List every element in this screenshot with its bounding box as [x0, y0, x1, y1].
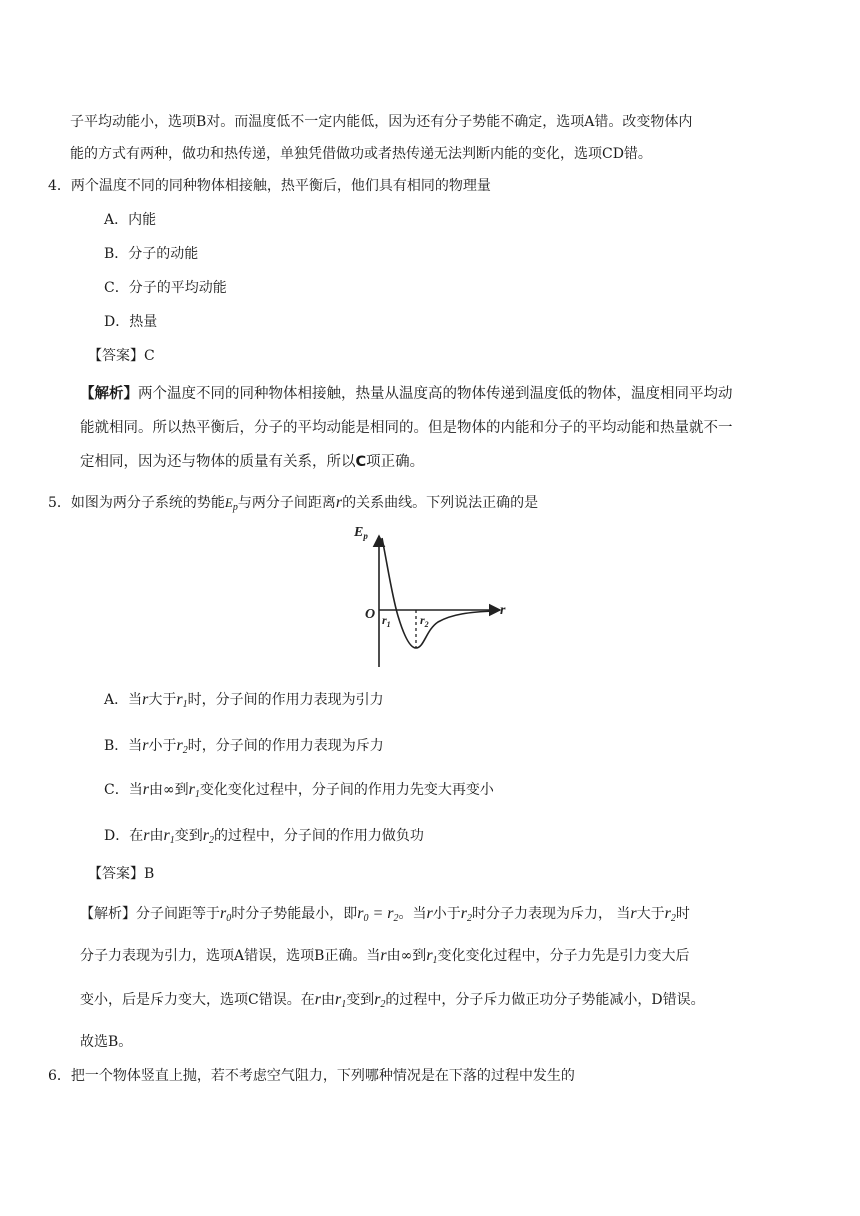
- q5-option-d-r1: $r_1$: [163, 827, 175, 846]
- q4-analysis-line-1: [80, 384, 733, 404]
- q4-stem: 4．两个温度不同的同种物体相接触，热平衡后，他们具有相同的物理量: [48, 178, 491, 194]
- graph-ylabel: $E_p$: [354, 525, 368, 541]
- potential-curve: [382, 538, 494, 648]
- q5-an2-r1: $r_1$: [426, 947, 438, 966]
- q5-option-d-text-4: 的过程中，分子间的作用力做负功: [213, 828, 424, 844]
- graph-xlabel: r: [500, 603, 506, 618]
- q5-an1-f: 大于: [636, 906, 665, 922]
- q5-stem-ep-e: E: [224, 495, 233, 510]
- potential-energy-graph: [352, 522, 512, 672]
- q5-an1-r2-2: $r_2$: [664, 905, 676, 924]
- q5-stem-a: 5．如图为两分子系统的势能: [48, 495, 225, 511]
- q4-analysis-line-3: [80, 452, 424, 472]
- q5-an3-c: 变到: [346, 992, 375, 1008]
- q5-stem: [48, 493, 538, 518]
- q5-an1-r0: $r_0$: [220, 905, 232, 924]
- q5-an3-r: r: [314, 991, 321, 1008]
- q5-option-c-r1: $r_1$: [188, 781, 200, 800]
- q5-option-a-r1: $r_1$: [176, 691, 188, 710]
- q5-option-a-text-2: 大于: [148, 692, 177, 708]
- q5-option-b-text-3: 时，分子间的作用力表现为斥力: [187, 738, 384, 754]
- q5-an1-eq: $r_0 = r_2$: [357, 905, 399, 924]
- q5-stem-r: r: [335, 494, 343, 511]
- q6-stem: 6．把一个物体竖直上抛，若不考虑空气阻力，下列哪种情况是在下落的过程中发生的: [48, 1068, 575, 1084]
- q5-an1-g: 时: [675, 906, 690, 922]
- q5-analysis-line-4: 故选B。: [80, 1034, 133, 1050]
- q5-answer: 【答案】B: [88, 866, 155, 882]
- q5-option-b: [104, 736, 384, 761]
- q4-analysis-text-3a: 定相同，因为还与物体的质量有关系，所以: [80, 454, 356, 470]
- q5-option-b-text-2: 小于: [148, 738, 177, 754]
- q5-option-c-text-1: C．当: [104, 782, 143, 798]
- q5-analysis-line-2: [80, 946, 690, 971]
- q5-an3-a: 变小，后是斥力变大，选项C错误。在: [80, 992, 315, 1008]
- q5-analysis-line-1: [80, 904, 690, 929]
- q5-an1-b: 时分子势能最小，即: [231, 906, 358, 922]
- q4-analysis-tag: 【解析】: [80, 386, 138, 402]
- q5-an3-r1: $r_1$: [334, 991, 347, 1010]
- q4-option-b: B．分子的动能: [104, 246, 199, 262]
- q5-an3-d: 的过程中，分子斥力做正功分子势能减小，D错误。: [385, 992, 705, 1008]
- q5-an2-b: 由∞到: [386, 948, 427, 964]
- q5-an1-d: 小于: [432, 906, 461, 922]
- q4-analysis-text-3b: C: [355, 454, 367, 470]
- q5-option-d-r2: $r_2$: [202, 827, 214, 846]
- q5-option-b-text-1: B．当: [104, 738, 143, 754]
- q4-option-c: C．分子的平均动能: [104, 280, 227, 296]
- q4-analysis-text-1: 两个温度不同的同种物体相接触，热量从温度高的物体传递到温度低的物体，温度相同平均动: [138, 386, 733, 402]
- q5-option-c-text-3: 变化变化过程中，分子间的作用力先变大再变小: [199, 782, 494, 798]
- q5-option-d: [104, 826, 424, 851]
- q5-an3-r2: $r_2$: [374, 991, 386, 1010]
- q5-option-d-text-2: 由: [149, 828, 164, 844]
- q5-option-a: [104, 690, 384, 715]
- q4-analysis-text-3c: 项正确。: [366, 454, 425, 470]
- graph-r1-label: $r_1$: [382, 613, 391, 629]
- q5-option-d-text-1: D．在: [104, 828, 144, 844]
- q5-analysis-line-3: [80, 990, 705, 1015]
- q5-option-d-text-3: 变到: [174, 828, 203, 844]
- q5-an1-r-1: r: [426, 905, 433, 922]
- q5-option-a-text-3: 时，分子间的作用力表现为引力: [187, 692, 384, 708]
- q5-an2-a: 分子力表现为引力，选项A错误，选项B正确。当: [80, 948, 381, 964]
- q4-answer: 【答案】C: [88, 348, 155, 364]
- q5-option-b-r: r: [142, 737, 149, 754]
- q5-option-c-r: r: [142, 781, 149, 798]
- q4-analysis-line-2: 能就相同。所以热平衡后，分子的平均动能是相同的。但是物体的内能和分子的平均动能和热量就不一: [80, 420, 733, 436]
- q5-stem-b: 与两分子间距离: [237, 495, 336, 511]
- q5-an1-r2-1: $r_2$: [460, 905, 472, 924]
- q3-analysis-line-1: 子平均动能小，选项B对。而温度低不一定内能低，因为还有分子势能不确定，选项A错。改变物体内: [70, 114, 693, 130]
- q4-option-a: A．内能: [104, 212, 157, 228]
- q5-stem-ep: [224, 495, 238, 513]
- q5-option-b-r2: $r_2$: [176, 737, 188, 756]
- q5-option-a-r: r: [142, 691, 149, 708]
- q5-option-c: [104, 780, 494, 805]
- q5-an2-c: 变化变化过程中，分子力先是引力变大后: [437, 948, 690, 964]
- q5-option-c-text-2: 由∞到: [148, 782, 189, 798]
- q5-an2-r: r: [380, 947, 387, 964]
- q5-stem-ep-sub: p: [232, 502, 238, 513]
- q5-an1-e: 时分子力表现为斥力， 当: [471, 906, 631, 922]
- q4-option-d: D．热量: [104, 314, 158, 330]
- q5-an3-b: 由: [320, 992, 335, 1008]
- q5-an1-c: 。当: [398, 906, 427, 922]
- q5-option-a-text-1: A．当: [104, 692, 143, 708]
- graph-r2-label: $r_2$: [420, 613, 429, 629]
- q5-option-d-r: r: [143, 827, 150, 844]
- q5-stem-c: 的关系曲线。下列说法正确的是: [342, 495, 539, 511]
- q5-an1-a: 【解析】分子间距等于: [80, 906, 220, 922]
- q5-an1-r-2: r: [630, 905, 637, 922]
- graph-origin: O: [365, 607, 376, 622]
- q3-analysis-line-2: 能的方式有两种，做功和热传递，单独凭借做功或者热传递无法判断内能的变化，选项CD错。: [70, 146, 652, 162]
